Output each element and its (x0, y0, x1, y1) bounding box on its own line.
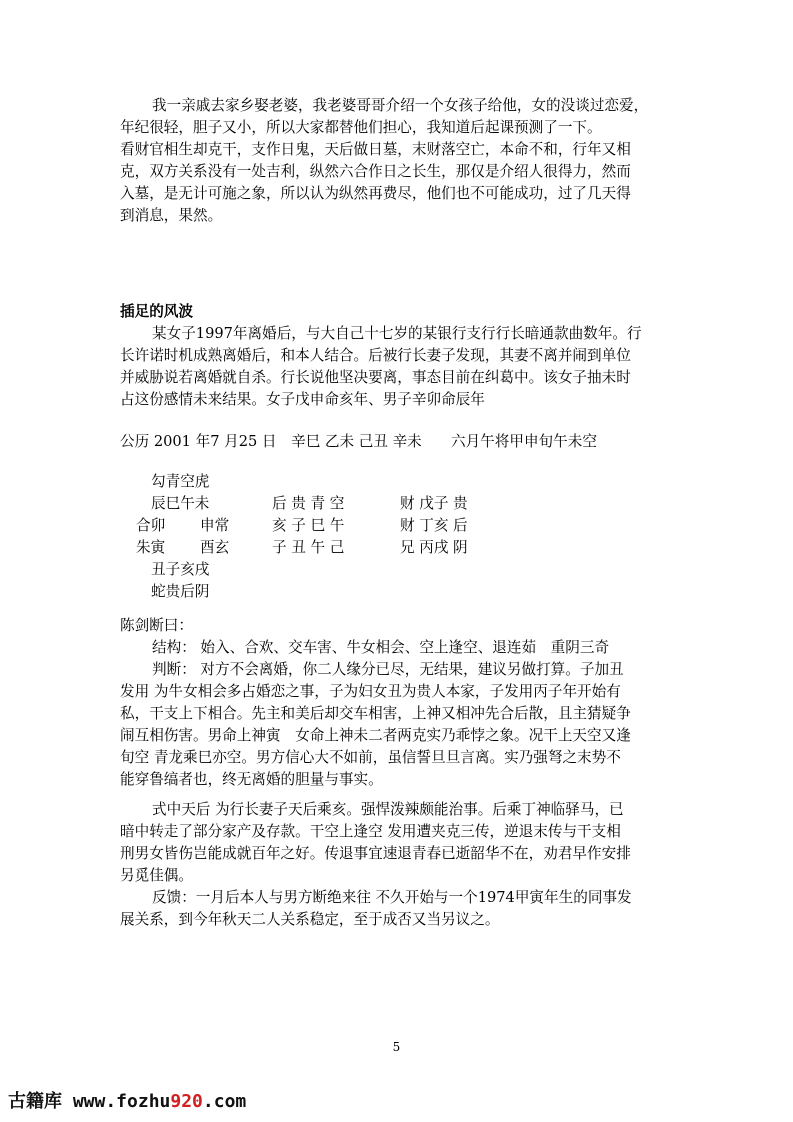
paragraph-line: 入墓，是无计可施之象，所以认为纵然再费尽，他们也不可能成功，过了几天得 (120, 185, 631, 202)
paragraph-line: 刑男女皆伤岂能成就百年之好。传退事宜速退青春已逝韶华不在，劝君早作安排 (120, 845, 631, 862)
watermark-brand: 古籍库 (8, 1091, 62, 1112)
plate-left: 朱寅 (136, 539, 166, 556)
paragraph-line: 发用 为牛女相会多占婚恋之事，子为妇女丑为贵人本家，子发用丙子年开始有 (120, 683, 621, 700)
four-ke-row: 后 贵 青 空 (272, 495, 345, 512)
paragraph-line: 看财官相生却克干，支作日鬼，天后做日墓，末财落空亡，本命不和，行年又相 (120, 141, 631, 158)
paragraph-line: 判断： 对方不会离婚，你二人缘分已尽，无结果，建议另做打算。子加丑 (152, 661, 624, 678)
paragraph-line: 能穿鲁缟者也，终无离婚的胆量与事实。 (120, 771, 383, 788)
site-watermark (8, 1087, 246, 1113)
watermark-url-accent: 920 (170, 1091, 203, 1112)
three-chuan-row: 财 戊子 贵 (400, 495, 468, 512)
plate-row: 辰巳午未 (151, 495, 210, 512)
plate-top: 勾青空虎 (151, 473, 210, 490)
paragraph-line: 暗中转走了部分家产及存款。干空上逢空 发用遭夹克三传，逆退末传与干支相 (120, 823, 621, 840)
paragraph-line: 反馈：一月后本人与男方断绝来往 不久开始与一个1974甲寅年生的同事发 (152, 889, 632, 906)
watermark-url-prefix: www.fozhu (62, 1091, 171, 1112)
paragraph-line: 年纪很轻，胆子又小，所以大家都替他们担心，我知道后起课预测了一下。 (120, 119, 602, 136)
plate-left: 合卯 (136, 517, 166, 534)
paragraph-line: 占这份感情未来结果。女子戊申命亥年、男子辛卯命辰年 (120, 391, 485, 408)
paragraph-line: 另觅佳偶。 (120, 867, 193, 884)
paragraph-line: 某女子1997年离婚后，与大自己十七岁的某银行支行行长暗通款曲数年。行 (152, 325, 642, 342)
three-chuan-row: 财 丁亥 后 (400, 517, 468, 534)
paragraph-line: 私，干支上下相合。先主和美后却交车相害，上神又相冲先合后散，且主猜疑争 (120, 705, 631, 722)
paragraph-line: 旬空 青龙乘巳亦空。男方信心大不如前，虽信誓旦旦言离。实乃强弩之末势不 (120, 749, 621, 766)
paragraph-line: 我一亲戚去家乡娶老婆，我老婆哥哥介绍一个女孩子给他，女的没谈过恋爱， (152, 97, 649, 114)
four-ke-row: 亥 子 巳 午 (272, 517, 345, 534)
paragraph-line: 闹互相伤害。男命上神寅 女命上神未二者两克实乃乖悖之象。况干上天空又逢 (120, 727, 631, 744)
section-title: 插足的风波 (120, 303, 193, 320)
paragraph-line: 长许诺时机成熟离婚后，和本人结合。后被行长妻子发现，其妻不离并闹到单位 (120, 347, 631, 364)
plate-right: 酉玄 (200, 539, 230, 556)
structure-line: 结构： 始入、合欢、交车害、牛女相会、空上逢空、退连茹 重阴三奇 (152, 639, 610, 656)
plate-bottom: 蛇贵后阴 (151, 583, 210, 600)
paragraph-line: 到消息，果然。 (120, 207, 223, 224)
judgement-header: 陈剑断曰： (120, 617, 193, 634)
watermark-url-suffix: .com (202, 1091, 247, 1112)
plate-row: 丑子亥戌 (151, 561, 210, 578)
four-ke-row: 子 丑 午 己 (272, 539, 345, 556)
three-chuan-row: 兄 丙戌 阴 (400, 539, 468, 556)
date-line: 公历 2001 年7 月25 日 辛巳 乙未 己丑 辛未 六月午将甲申旬午未空 (120, 433, 597, 450)
plate-right: 申常 (200, 517, 230, 534)
paragraph-line: 展关系，到今年秋天二人关系稳定，至于成否又当另议之。 (120, 911, 500, 928)
paragraph-line: 克，双方关系没有一处吉利，纵然六合作日之长生，那仅是介绍人很得力，然而 (120, 163, 631, 180)
paragraph-line: 并威胁说若离婚就自杀。行长说他坚决要离，事态目前在纠葛中。该女子抽未时 (120, 369, 631, 386)
paragraph-line: 式中天后 为行长妻子天后乘亥。强悍泼辣颇能治事。后乘丁神临驿马，已 (152, 801, 624, 818)
page-number: 5 (392, 1040, 401, 1054)
